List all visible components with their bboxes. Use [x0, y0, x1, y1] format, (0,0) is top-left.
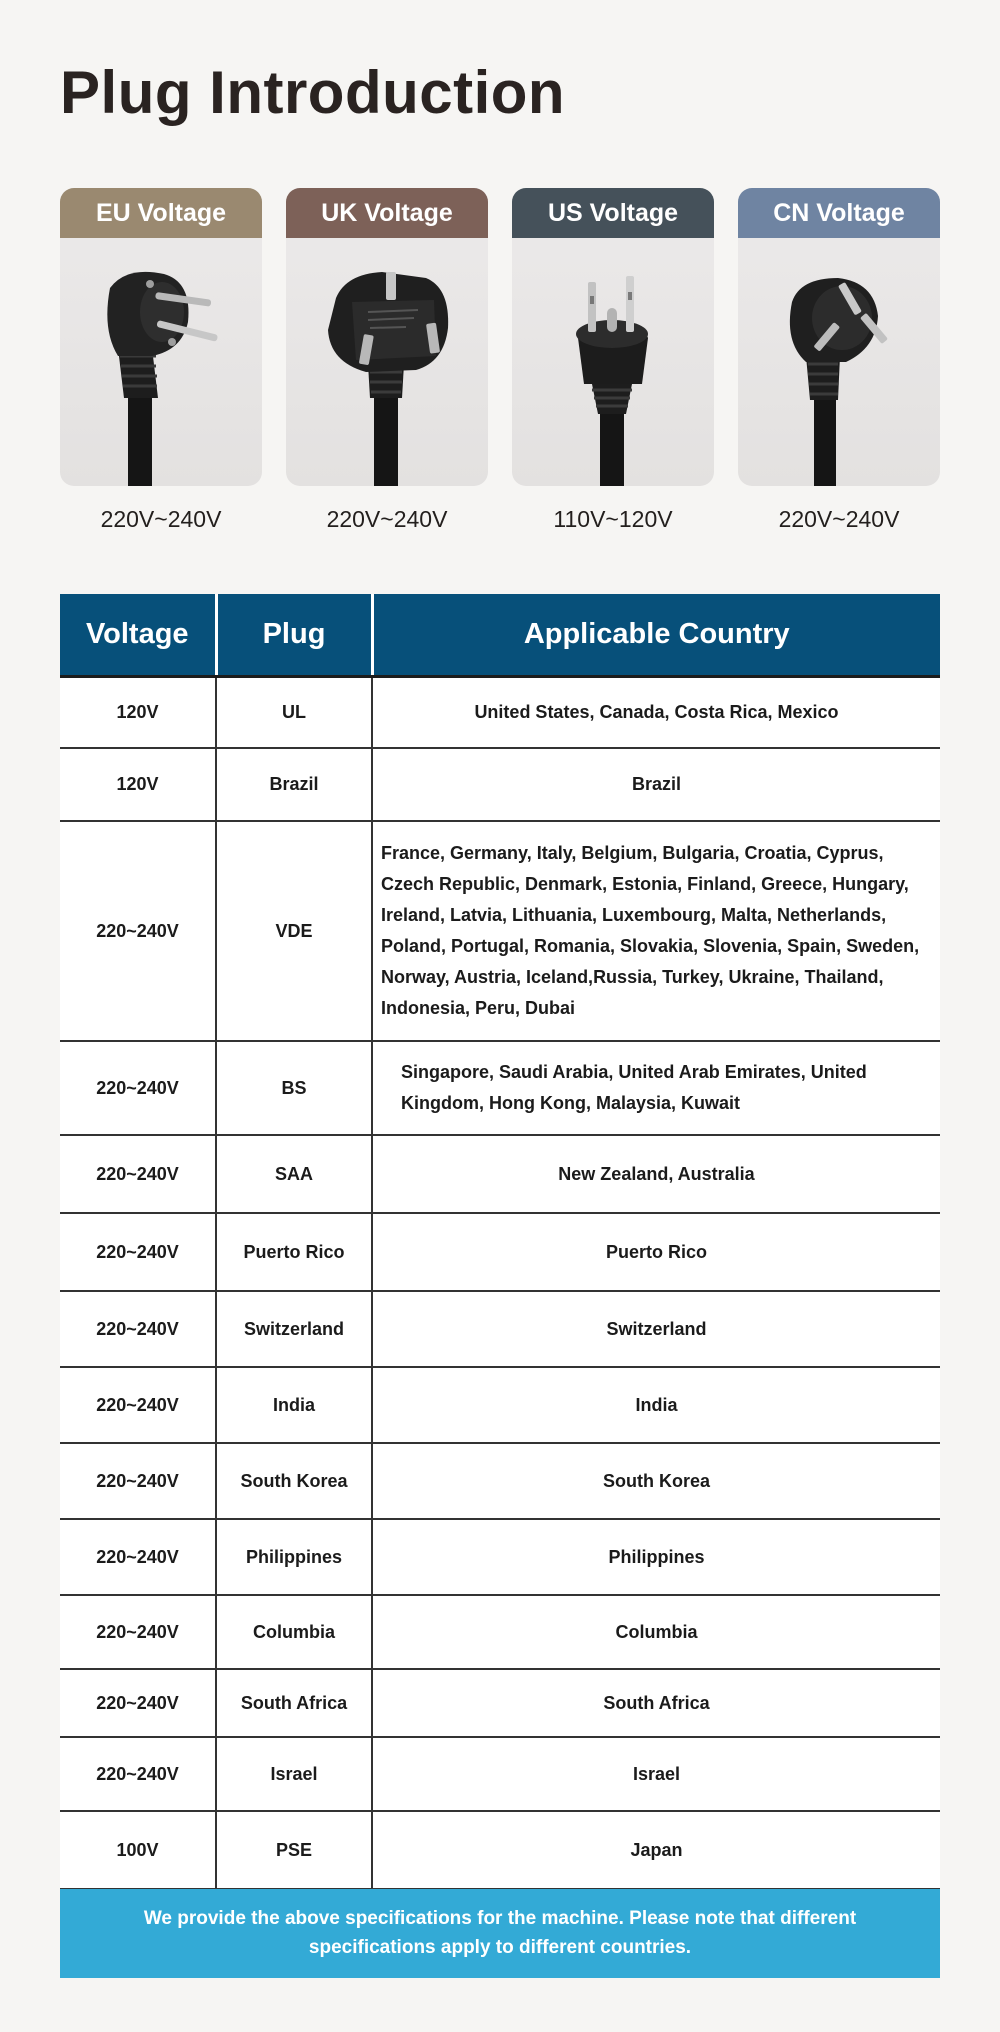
cell-plug: Columbia	[216, 1595, 372, 1669]
cell-plug: UL	[216, 676, 372, 748]
cell-plug: India	[216, 1367, 372, 1443]
cell-plug: VDE	[216, 821, 372, 1041]
cell-plug: Switzerland	[216, 1291, 372, 1367]
plug-card-us	[512, 188, 714, 533]
header-voltage: Voltage	[60, 594, 216, 676]
plug-card-cn	[738, 188, 940, 533]
cell-voltage: 220~240V	[60, 1367, 216, 1443]
cell-plug: Israel	[216, 1737, 372, 1811]
cell-country: South Korea	[372, 1443, 940, 1519]
cell-voltage: 220~240V	[60, 1737, 216, 1811]
cell-country: Puerto Rico	[372, 1213, 940, 1291]
plug-card-us-box	[512, 188, 714, 486]
plug-cards	[60, 188, 940, 548]
table-row	[60, 1737, 940, 1811]
plug-card-cn-voltage: 220V~240V	[778, 506, 900, 532]
cn-plug-icon	[738, 238, 940, 486]
table-row	[60, 1595, 940, 1669]
plug-spec-table	[60, 594, 940, 1890]
cell-voltage: 220~240V	[60, 1291, 216, 1367]
plug-card-cn-label: CN Voltage	[738, 188, 940, 238]
header-plug: Plug	[216, 594, 372, 676]
cell-voltage: 120V	[60, 748, 216, 821]
table-row	[60, 1291, 940, 1367]
footer-note: We provide the above specifications for the machine. Please note that different specifications apply to different countries.	[60, 1889, 940, 1978]
cell-voltage: 220~240V	[60, 1669, 216, 1737]
cell-country: India	[372, 1367, 940, 1443]
table-row	[60, 748, 940, 821]
plug-card-uk-voltage: 220V~240V	[326, 506, 448, 532]
cell-voltage: 220~240V	[60, 1595, 216, 1669]
table-row	[60, 821, 940, 1041]
eu-plug-icon	[60, 238, 262, 486]
uk-plug-icon	[286, 238, 488, 486]
plug-card-eu-label: EU Voltage	[60, 188, 262, 238]
cell-voltage: 220~240V	[60, 1443, 216, 1519]
cell-voltage: 220~240V	[60, 1135, 216, 1213]
cell-country: Singapore, Saudi Arabia, United Arab Emirates, United Kingdom, Hong Kong, Malaysia, Kuwait	[372, 1041, 940, 1135]
cell-country: United States, Canada, Costa Rica, Mexico	[372, 676, 940, 748]
plug-card-us-voltage: 110V~120V	[553, 506, 673, 532]
plug-card-us-label: US Voltage	[512, 188, 714, 238]
table-row	[60, 1367, 940, 1443]
plug-card-uk	[286, 188, 488, 533]
us-plug-icon	[512, 238, 714, 486]
cell-plug: SAA	[216, 1135, 372, 1213]
table-row	[60, 1669, 940, 1737]
cell-plug: PSE	[216, 1811, 372, 1889]
table-row	[60, 1519, 940, 1595]
cell-voltage: 220~240V	[60, 1041, 216, 1135]
cell-country: Israel	[372, 1737, 940, 1811]
plug-card-eu-voltage: 220V~240V	[100, 506, 222, 532]
cell-voltage: 220~240V	[60, 1519, 216, 1595]
table-row	[60, 1135, 940, 1213]
table-row	[60, 1443, 940, 1519]
plug-card-eu-box	[60, 188, 262, 486]
table-row	[60, 676, 940, 748]
plug-card-uk-box	[286, 188, 488, 486]
header-applicable-country: Applicable Country	[372, 594, 940, 676]
cell-country: Switzerland	[372, 1291, 940, 1367]
plug-card-cn-box	[738, 188, 940, 486]
cell-country: Japan	[372, 1811, 940, 1889]
plug-card-uk-label: UK Voltage	[286, 188, 488, 238]
table-row	[60, 1811, 940, 1889]
cell-voltage: 220~240V	[60, 821, 216, 1041]
cell-country: France, Germany, Italy, Belgium, Bulgaria, Croatia, Cyprus, Czech Republic, Denmark, Estonia, Finland, Greece, Hungary, Ireland, Latvia, Lithuania, Luxembourg, Malta, Netherlands, Poland, Portugal, Romania, Slovakia, Slovenia, Spain, Sweden, Norway, Austria, Iceland,Russia, Turkey, Ukraine, Thailand, Indonesia, Peru, Dubai	[372, 821, 940, 1041]
cell-country: Philippines	[372, 1519, 940, 1595]
page-title: Plug Introduction	[60, 59, 566, 126]
cell-voltage: 120V	[60, 676, 216, 748]
plug-card-eu	[60, 188, 262, 533]
table-header-row	[60, 594, 940, 676]
cell-plug: South Korea	[216, 1443, 372, 1519]
table-row	[60, 1213, 940, 1291]
cell-voltage: 100V	[60, 1811, 216, 1889]
cell-country: Columbia	[372, 1595, 940, 1669]
cell-country: South Africa	[372, 1669, 940, 1737]
cell-plug: Brazil	[216, 748, 372, 821]
table-row	[60, 1041, 940, 1135]
cell-voltage: 220~240V	[60, 1213, 216, 1291]
cell-country: Brazil	[372, 748, 940, 821]
cell-plug: BS	[216, 1041, 372, 1135]
cell-plug: Puerto Rico	[216, 1213, 372, 1291]
cell-country: New Zealand, Australia	[372, 1135, 940, 1213]
cell-plug: Philippines	[216, 1519, 372, 1595]
cell-plug: South Africa	[216, 1669, 372, 1737]
